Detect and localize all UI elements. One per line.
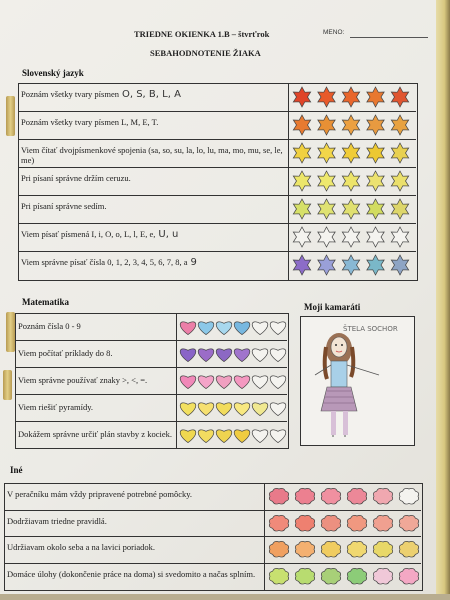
other-rating-flower: [399, 515, 418, 531]
slovak-rating-star: [293, 199, 310, 219]
slovak-rating-star: [342, 227, 359, 247]
math-rating-shapes: [177, 314, 287, 339]
slovak-rating-star: [293, 87, 310, 107]
slovak-rating-shapes: [289, 168, 415, 194]
other-rating-flower: [295, 488, 314, 504]
slovak-rating-star: [318, 115, 335, 135]
other-rating-shapes: [265, 564, 421, 589]
math-rating-heart: [216, 403, 232, 416]
slovak-row-text: Poznám všetky tvary písmen L, M, E, T.: [21, 117, 159, 127]
slovak-rating-star: [342, 199, 359, 219]
math-rating-heart: [252, 403, 268, 416]
math-rating-heart: [234, 376, 250, 389]
math-rating-heart: [252, 349, 268, 362]
name-field-line: [350, 37, 428, 38]
slovak-rating-star: [318, 143, 335, 163]
math-rating-heart: [270, 349, 286, 362]
other-rating-flower: [347, 541, 366, 557]
section-heading-math: Matematika: [22, 297, 69, 307]
math-rating-heart: [270, 322, 286, 335]
math-rating-heart: [234, 322, 250, 335]
slovak-rating-star: [367, 227, 384, 247]
math-rating-heart: [234, 430, 250, 443]
math-rating-shapes: [177, 422, 287, 447]
slovak-rating-star: [293, 255, 310, 275]
math-rating-heart: [180, 322, 196, 335]
slovak-rating-star: [318, 199, 335, 219]
math-rating-heart: [252, 376, 268, 389]
drawing-caption: ŠTELA SOCHOR: [343, 325, 398, 333]
other-rating-flower: [373, 488, 392, 504]
math-rating-heart: [180, 376, 196, 389]
slovak-rating-star: [391, 171, 408, 191]
other-rating-flower: [347, 515, 366, 531]
math-rating-heart: [198, 322, 214, 335]
math-rating-heart: [216, 430, 232, 443]
other-rating-flower: [295, 515, 314, 531]
other-rating-flower: [347, 568, 366, 584]
math-rating-heart: [216, 349, 232, 362]
other-rating-flower: [269, 515, 288, 531]
slovak-row-text: Poznám všetky tvary písmen O, S, B, L, A: [21, 89, 181, 100]
slovak-rating-star: [342, 171, 359, 191]
math-rating-heart: [180, 403, 196, 416]
other-row-text: Domáce úlohy (dokončenie práce na doma) si svedomito a načas splním.: [7, 568, 256, 579]
other-rating-flower: [373, 515, 392, 531]
child-drawing-friend: [301, 317, 414, 445]
slovak-rating-shapes: [289, 140, 415, 166]
other-rating-flower: [399, 568, 418, 584]
slovak-rating-star: [391, 199, 408, 219]
other-rating-flower: [373, 541, 392, 557]
other-rating-flower: [269, 488, 288, 504]
math-rating-heart: [198, 430, 214, 443]
other-rating-flower: [295, 541, 314, 557]
other-rating-flower: [269, 568, 288, 584]
slovak-rating-star: [367, 87, 384, 107]
slovak-rating-star: [318, 255, 335, 275]
other-rating-flower: [347, 488, 366, 504]
slovak-rating-shapes: [289, 196, 415, 222]
math-rating-shapes: [177, 341, 287, 366]
slovak-rating-star: [391, 115, 408, 135]
math-rating-heart: [198, 376, 214, 389]
other-rating-flower: [373, 568, 392, 584]
slovak-row-text: Viem písať písmená I, i, O, o, L, l, E, e, U, u: [21, 229, 179, 240]
slovak-rating-shapes: [289, 224, 415, 250]
slovak-row-handwriting: 9: [190, 257, 197, 268]
slovak-rating-shapes: [289, 252, 415, 278]
slovak-rating-star: [293, 115, 310, 135]
slovak-row-text: Viem správne písať čísla 0, 1, 2, 3, 4, 5, 6, 7, 8, a 9: [21, 257, 197, 268]
slovak-rating-star: [318, 227, 335, 247]
other-rating-flower: [269, 541, 288, 557]
math-rating-heart: [270, 403, 286, 416]
folder-edge: [436, 0, 450, 600]
other-rating-shapes: [265, 511, 421, 536]
slovak-row-text: Viem čítať dvojpísmenkové spojenia (sa, so, su, la, lo, lu, ma, mo, mu, se, le, me): [21, 145, 283, 165]
section-heading-slovak: Slovenský jazyk: [22, 68, 84, 78]
other-rating-shapes: [265, 537, 421, 562]
page-title: TRIEDNE OKIENKA 1.B – štvrťrok: [134, 29, 270, 39]
slovak-rating-star: [342, 115, 359, 135]
math-rating-heart: [180, 430, 196, 443]
other-rating-flower: [399, 488, 418, 504]
other-row-text: Udržiavam okolo seba a na lavici poriadok.: [7, 542, 155, 552]
slovak-rating-star: [318, 87, 335, 107]
math-rating-shapes: [177, 368, 287, 393]
slovak-rating-star: [342, 87, 359, 107]
slovak-row-text: Pri písaní správne sedím.: [21, 201, 107, 211]
math-rating-heart: [234, 349, 250, 362]
other-rating-flower: [321, 568, 340, 584]
math-rating-heart: [216, 322, 232, 335]
slovak-rating-star: [342, 143, 359, 163]
slovak-rating-star: [318, 171, 335, 191]
friends-drawing-box: [300, 316, 415, 446]
slovak-rating-star: [391, 143, 408, 163]
math-rating-heart: [234, 403, 250, 416]
math-row-text: Viem správne používať znaky >, <, =.: [18, 375, 148, 385]
slovak-row-handwriting: O, S, B, L, A: [121, 89, 181, 100]
math-rating-heart: [252, 322, 268, 335]
other-rating-flower: [295, 568, 314, 584]
math-rating-shapes: [177, 395, 287, 420]
name-label: MENO:: [323, 29, 345, 36]
math-rating-heart: [270, 430, 286, 443]
slovak-rating-star: [391, 255, 408, 275]
other-rating-flower: [321, 515, 340, 531]
slovak-rating-star: [293, 227, 310, 247]
slovak-rating-star: [367, 255, 384, 275]
slovak-rating-star: [293, 143, 310, 163]
slovak-rating-star: [367, 143, 384, 163]
other-row-text: V peračníku mám vždy pripravené potrebné pomôcky.: [7, 489, 193, 499]
section-heading-other: Iné: [10, 465, 23, 475]
slovak-rating-star: [391, 227, 408, 247]
math-rating-heart: [216, 376, 232, 389]
other-rating-flower: [321, 488, 340, 504]
slovak-row-handwriting: U, u: [158, 229, 179, 240]
math-rating-heart: [180, 349, 196, 362]
math-row-text: Poznám čísla 0 - 9: [18, 321, 81, 331]
math-rating-heart: [198, 349, 214, 362]
section-heading-friends: Moji kamaráti: [304, 302, 361, 312]
slovak-rating-star: [293, 171, 310, 191]
folder-clip-middle: [6, 312, 15, 352]
math-row-text: Viem riešiť pyramídy.: [18, 402, 94, 412]
slovak-rating-star: [342, 255, 359, 275]
slovak-rating-star: [367, 171, 384, 191]
math-row-text: Dokážem správne určiť plán stavby z kociek.: [18, 429, 172, 439]
math-rating-heart: [252, 430, 268, 443]
other-rating-flower: [321, 541, 340, 557]
math-row-text: Viem počítať príklady do 8.: [18, 348, 113, 358]
slovak-row-text: Pri písaní správne držím ceruzu.: [21, 173, 131, 183]
folder-clip-top: [6, 96, 15, 136]
page-bottom-edge: [0, 594, 450, 600]
other-row-text: Dodržiavam triedne pravidlá.: [7, 515, 107, 526]
page-subtitle: SEBAHODNOTENIE ŽIAKA: [150, 48, 261, 58]
slovak-rating-star: [391, 87, 408, 107]
math-rating-heart: [270, 376, 286, 389]
folder-clip-lower: [3, 370, 12, 400]
other-rating-flower: [399, 541, 418, 557]
math-rating-heart: [198, 403, 214, 416]
slovak-rating-shapes: [289, 84, 415, 110]
slovak-rating-star: [367, 115, 384, 135]
other-rating-shapes: [265, 484, 421, 509]
slovak-rating-shapes: [289, 112, 415, 138]
slovak-rating-star: [367, 199, 384, 219]
